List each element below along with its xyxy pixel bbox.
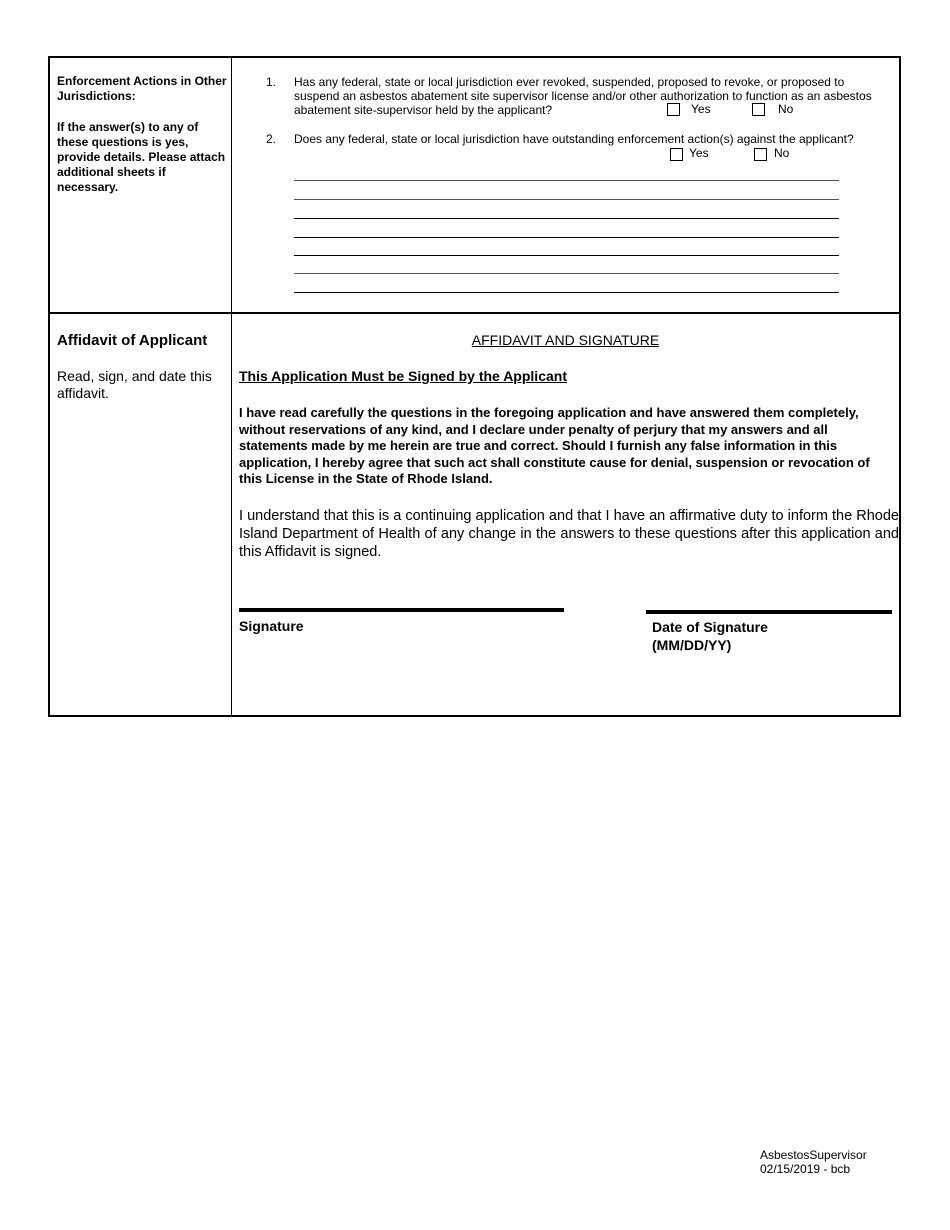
affidavit-continuing-duty: I understand that this is a continuing application and that I have an affirmative duty to inform the Rhode Island Department of Health of any change in the answers to these questions after this application and this Affidavit is signed. [239, 508, 899, 560]
affidavit-declaration: I have read carefully the questions in the foregoing application and have answered them completely, without reservations of any kind, and I declare under penalty of perjury that my answers and all statements made by me herein are true and correct. Should I furnish any false information in this application, I hereby agree that such act shall constitute cause for denial, suspension or revocation of this License in the State of Rhode Island. [239, 405, 870, 486]
signature-label: Signature [239, 618, 304, 634]
question-2-yes-label: Yes [689, 146, 709, 160]
question-2-yes-checkbox[interactable] [670, 148, 683, 161]
enforcement-note: If the answer(s) to any of these questions is yes, provide details. Please attach additional sheets if necessary. [57, 120, 226, 194]
question-1-no-label: No [778, 102, 794, 116]
form-footer [760, 1148, 867, 1176]
question-1-text: Has any federal, state or local jurisdiction ever revoked, suspended, proposed to revoke, or proposed to suspend an asbestos abatement site supervisor license and/or other authorization to function as an asbestos abatement site-supervisor held by the applicant? [294, 75, 872, 117]
affidavit-title: Affidavit of Applicant [57, 332, 208, 349]
question-1-yes-label: Yes [691, 102, 711, 116]
question-1-yes-checkbox[interactable] [667, 103, 680, 116]
question-1-no-checkbox[interactable] [752, 103, 765, 116]
question-2-no-checkbox[interactable] [754, 148, 767, 161]
details-line-5[interactable] [294, 255, 839, 256]
affidavit-content-cell [232, 312, 899, 715]
details-line-7[interactable] [294, 292, 839, 293]
details-line-4[interactable] [294, 237, 839, 238]
enforcement-section [50, 58, 899, 314]
question-1-number: 1. [266, 75, 277, 89]
question-2-no-label: No [774, 146, 790, 160]
signature-line[interactable] [239, 608, 564, 612]
date-of-signature-label [652, 618, 768, 654]
enforcement-title: Enforcement Actions in Other Jurisdictions: [57, 74, 227, 103]
details-line-6[interactable] [294, 273, 839, 274]
details-line-2[interactable] [294, 199, 839, 200]
enforcement-label-cell [50, 58, 232, 312]
application-form-table [48, 56, 901, 717]
details-line-3[interactable] [294, 218, 839, 219]
question-2-number: 2. [266, 132, 277, 146]
affidavit-subheading: This Application Must be Signed by the Applicant [239, 368, 567, 384]
details-line-1[interactable] [294, 180, 839, 181]
affidavit-section [50, 312, 899, 715]
affidavit-label-cell [50, 312, 232, 715]
footer-revision-date: 02/15/2019 - bcb [760, 1162, 851, 1176]
enforcement-questions-cell [232, 58, 899, 312]
date-of-signature-line[interactable] [646, 610, 892, 614]
affidavit-heading: AFFIDAVIT AND SIGNATURE [471, 332, 660, 348]
footer-form-name: AsbestosSupervisor [760, 1148, 867, 1162]
date-label-line1: Date of Signature [652, 619, 768, 635]
date-label-line2: (MM/DD/YY) [652, 637, 732, 653]
question-2-text: Does any federal, state or local jurisdiction have outstanding enforcement action(s) against the applicant? [294, 132, 854, 146]
affidavit-note: Read, sign, and date this affidavit. [57, 368, 212, 401]
